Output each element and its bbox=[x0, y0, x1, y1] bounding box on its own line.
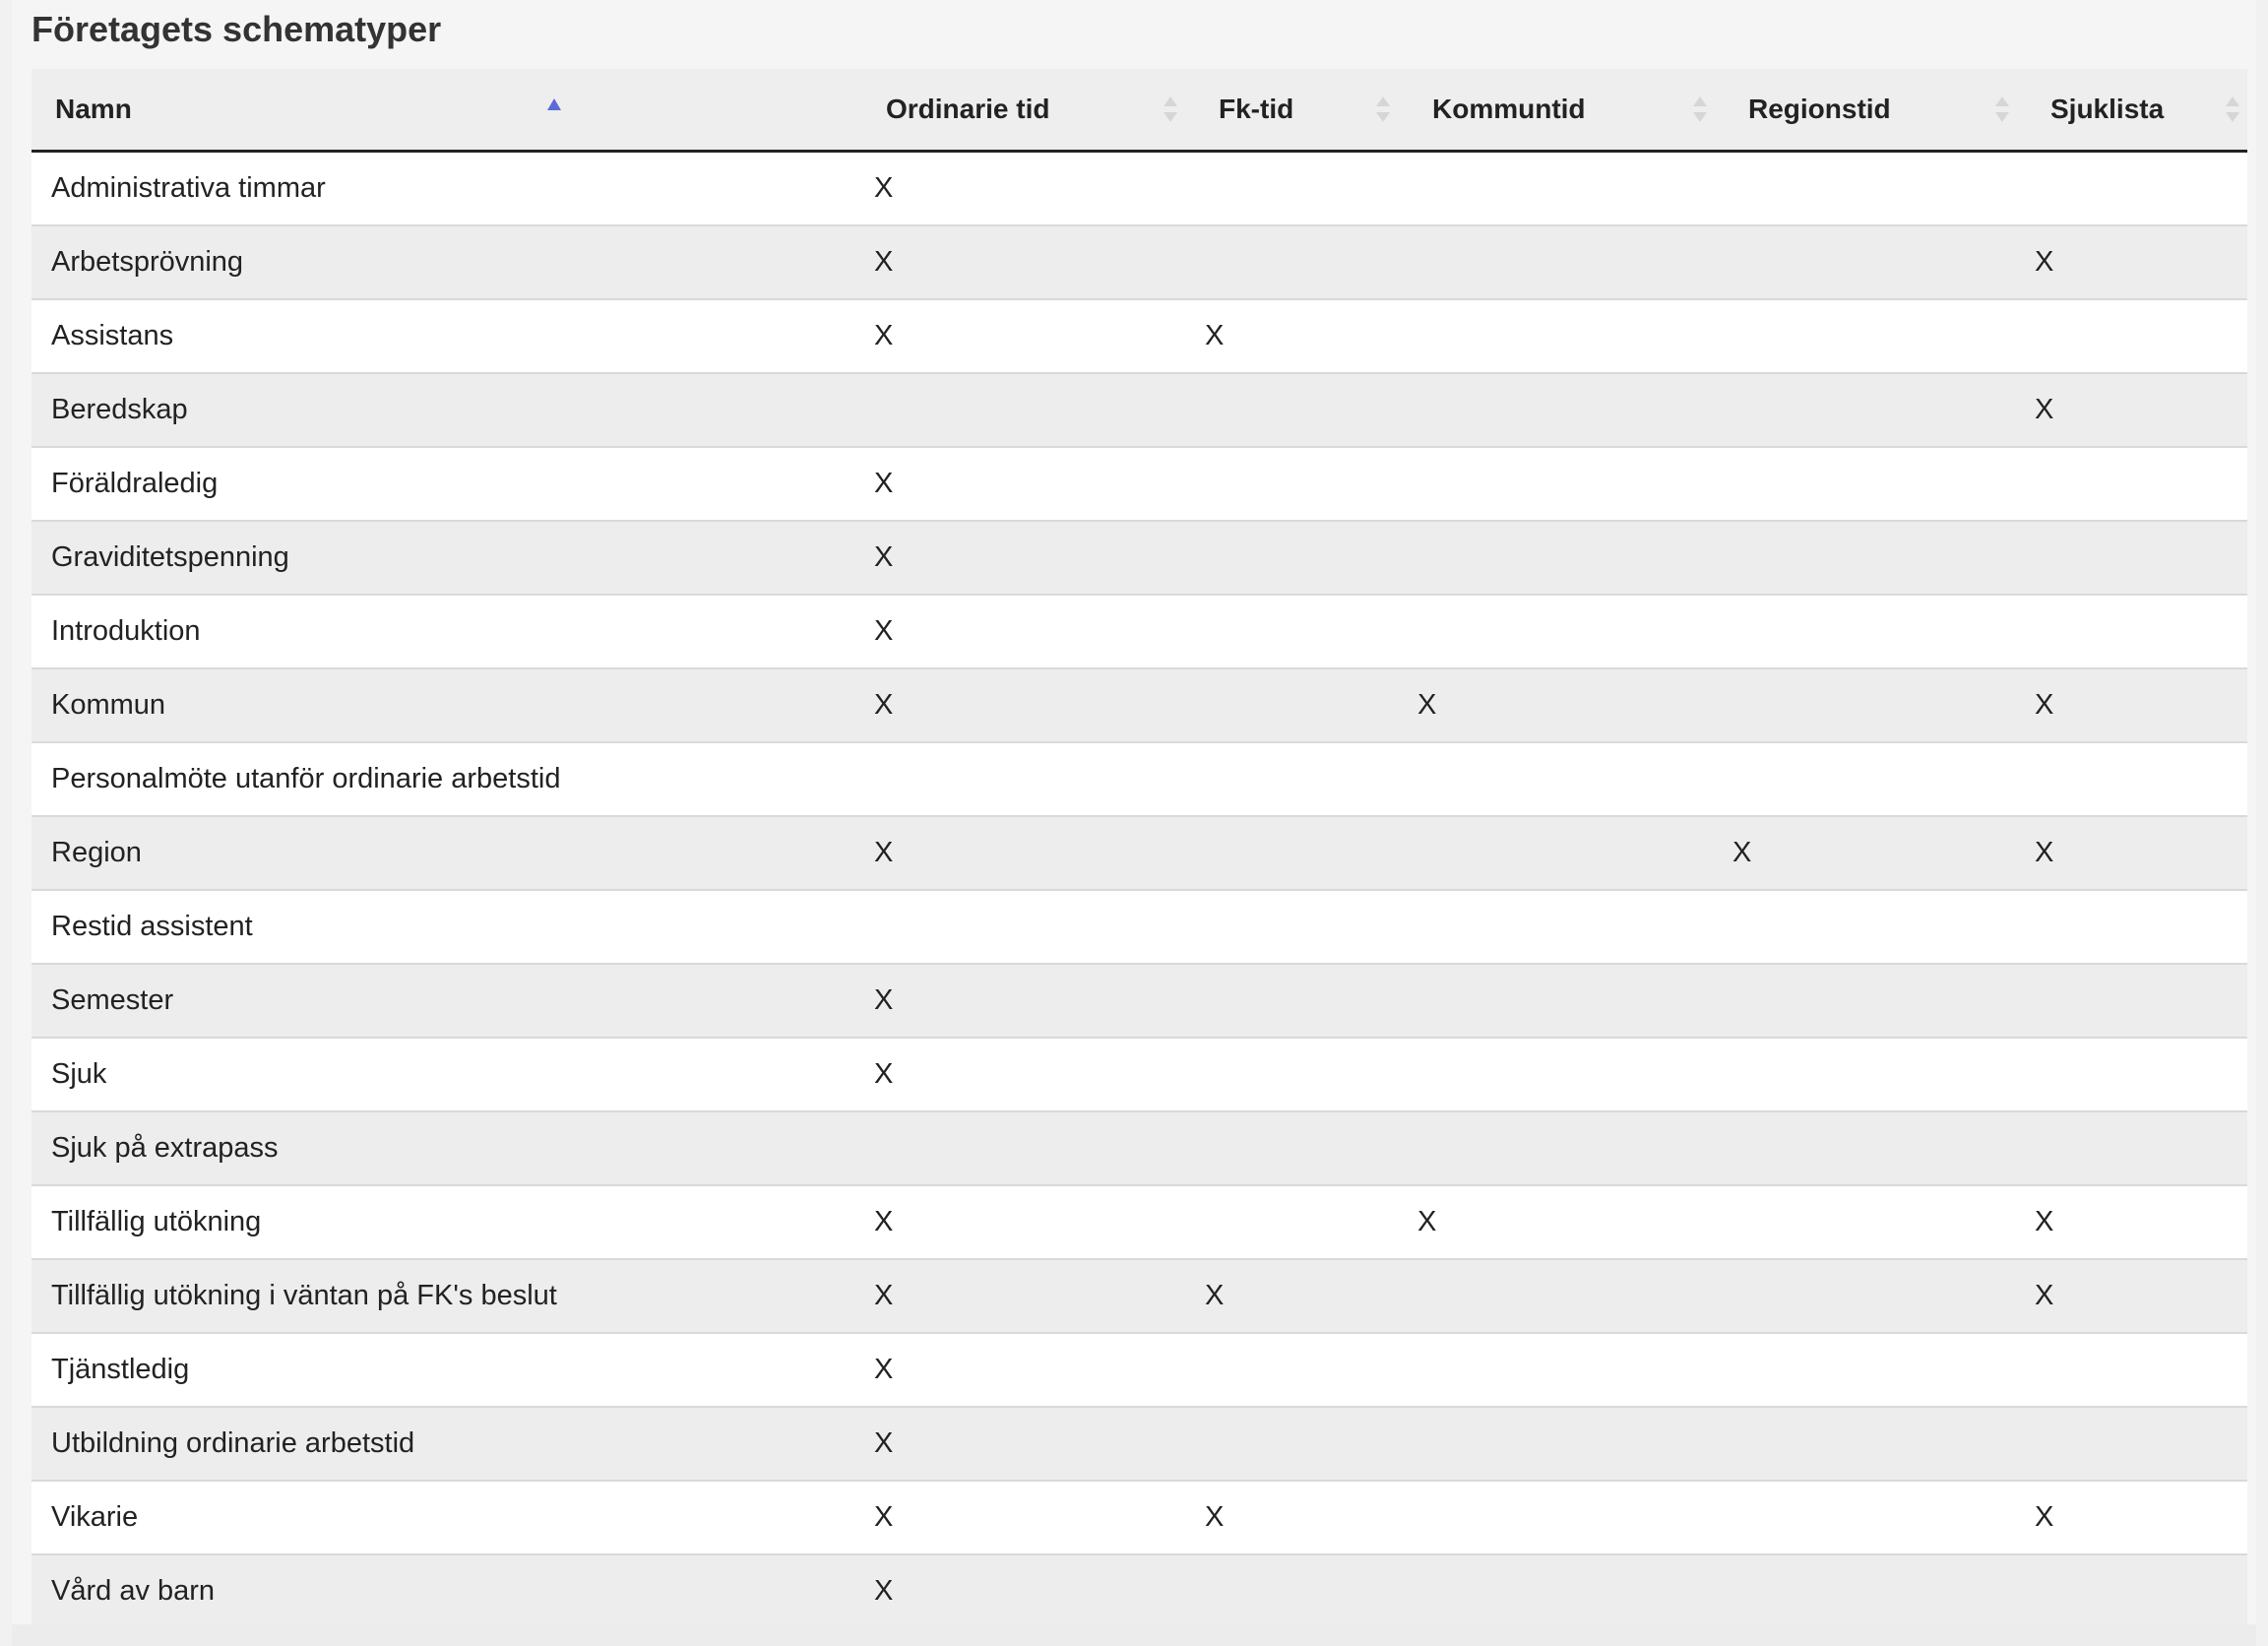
cell-sjuklista bbox=[2025, 299, 2247, 373]
cell-fk: X bbox=[1195, 1259, 1408, 1333]
cell-fk bbox=[1195, 521, 1408, 595]
cell-fk bbox=[1195, 152, 1408, 226]
table-row bbox=[32, 1481, 2247, 1554]
cell-sjuklista: X bbox=[2025, 816, 2247, 890]
cell-ordinarie bbox=[864, 890, 1195, 964]
schematyp-name-cell: Sjuk bbox=[32, 1038, 864, 1111]
column-header-ordinarie-tid[interactable] bbox=[864, 69, 1195, 152]
cell-fk bbox=[1195, 1185, 1408, 1259]
schematyp-name-cell: Tillfällig utökning bbox=[32, 1185, 864, 1259]
cell-ordinarie: X bbox=[864, 964, 1195, 1038]
cell-ordinarie: X bbox=[864, 447, 1195, 521]
cell-sjuklista bbox=[2025, 742, 2247, 816]
cell-region bbox=[1723, 742, 2025, 816]
cell-region bbox=[1723, 225, 2025, 299]
cell-sjuklista: X bbox=[2025, 668, 2247, 742]
cell-sjuklista bbox=[2025, 1407, 2247, 1481]
schematyp-name-cell: Sjuk på extrapass bbox=[32, 1111, 864, 1185]
cell-kommun bbox=[1408, 447, 1723, 521]
cell-kommun bbox=[1408, 1038, 1723, 1111]
cell-sjuklista bbox=[2025, 521, 2247, 595]
column-header-regionstid[interactable] bbox=[1723, 69, 2025, 152]
sort-icon[interactable] bbox=[1995, 95, 2009, 124]
table-row bbox=[32, 1259, 2247, 1333]
cell-region bbox=[1723, 668, 2025, 742]
column-header-label: Kommuntid bbox=[1432, 94, 1586, 124]
cell-fk: X bbox=[1195, 1481, 1408, 1554]
cell-region: X bbox=[1723, 816, 2025, 890]
table-row bbox=[32, 1333, 2247, 1407]
cell-sjuklista bbox=[2025, 447, 2247, 521]
cell-kommun bbox=[1408, 1554, 1723, 1629]
table-row bbox=[32, 1554, 2247, 1629]
cell-region bbox=[1723, 964, 2025, 1038]
column-header-fk-tid[interactable] bbox=[1195, 69, 1408, 152]
cell-kommun bbox=[1408, 1259, 1723, 1333]
cell-region bbox=[1723, 890, 2025, 964]
cell-ordinarie bbox=[864, 1111, 1195, 1185]
cell-sjuklista: X bbox=[2025, 1481, 2247, 1554]
cell-region bbox=[1723, 1407, 2025, 1481]
cell-kommun bbox=[1408, 1111, 1723, 1185]
table-row bbox=[32, 890, 2247, 964]
cell-fk bbox=[1195, 373, 1408, 447]
cell-sjuklista: X bbox=[2025, 225, 2247, 299]
schematyp-name-cell: Semester bbox=[32, 964, 864, 1038]
schematyper-table-container bbox=[32, 69, 2247, 1630]
cell-region bbox=[1723, 299, 2025, 373]
cell-region bbox=[1723, 1259, 2025, 1333]
cell-fk bbox=[1195, 1333, 1408, 1407]
cell-sjuklista: X bbox=[2025, 1185, 2247, 1259]
schematyp-name-cell: Personalmöte utanför ordinarie arbetstid bbox=[32, 742, 864, 816]
cell-ordinarie: X bbox=[864, 1038, 1195, 1111]
cell-fk bbox=[1195, 225, 1408, 299]
table-row bbox=[32, 1407, 2247, 1481]
cell-ordinarie: X bbox=[864, 1407, 1195, 1481]
schematyp-name-cell: Vård av barn bbox=[32, 1554, 864, 1629]
cell-region bbox=[1723, 1038, 2025, 1111]
cell-region bbox=[1723, 595, 2025, 668]
cell-fk bbox=[1195, 1111, 1408, 1185]
table-row bbox=[32, 1185, 2247, 1259]
table-row bbox=[32, 964, 2247, 1038]
table-row bbox=[32, 225, 2247, 299]
table-row bbox=[32, 373, 2247, 447]
cell-region bbox=[1723, 447, 2025, 521]
page bbox=[12, 0, 2256, 1646]
table-row bbox=[32, 742, 2247, 816]
table-row bbox=[32, 152, 2247, 226]
sort-icon[interactable] bbox=[1376, 95, 1390, 124]
table-row bbox=[32, 1111, 2247, 1185]
cell-ordinarie: X bbox=[864, 595, 1195, 668]
schematyp-name-cell: Region bbox=[32, 816, 864, 890]
cell-kommun bbox=[1408, 742, 1723, 816]
schematyp-name-cell: Kommun bbox=[32, 668, 864, 742]
cell-kommun bbox=[1408, 1407, 1723, 1481]
cell-kommun bbox=[1408, 1481, 1723, 1554]
sort-icon[interactable] bbox=[1164, 95, 1177, 124]
cell-ordinarie: X bbox=[864, 299, 1195, 373]
column-header-label: Regionstid bbox=[1748, 94, 1891, 124]
cell-fk bbox=[1195, 1407, 1408, 1481]
table-row bbox=[32, 1038, 2247, 1111]
cell-ordinarie: X bbox=[864, 668, 1195, 742]
table-row bbox=[32, 447, 2247, 521]
cell-sjuklista: X bbox=[2025, 373, 2247, 447]
cell-fk bbox=[1195, 1038, 1408, 1111]
cell-region bbox=[1723, 1554, 2025, 1629]
cell-sjuklista bbox=[2025, 964, 2247, 1038]
cell-ordinarie: X bbox=[864, 225, 1195, 299]
cell-ordinarie: X bbox=[864, 1481, 1195, 1554]
cell-ordinarie bbox=[864, 373, 1195, 447]
table-header-row bbox=[32, 69, 2247, 152]
schematyp-name-cell: Vikarie bbox=[32, 1481, 864, 1554]
cell-fk bbox=[1195, 742, 1408, 816]
cell-region bbox=[1723, 1111, 2025, 1185]
cell-kommun bbox=[1408, 521, 1723, 595]
cell-ordinarie: X bbox=[864, 152, 1195, 226]
schematyp-name-cell: Arbetsprövning bbox=[32, 225, 864, 299]
cell-region bbox=[1723, 152, 2025, 226]
cell-ordinarie: X bbox=[864, 1554, 1195, 1629]
schematyp-name-cell: Graviditetspenning bbox=[32, 521, 864, 595]
cell-kommun bbox=[1408, 964, 1723, 1038]
table-row bbox=[32, 668, 2247, 742]
cell-region bbox=[1723, 521, 2025, 595]
cell-kommun: X bbox=[1408, 1185, 1723, 1259]
cell-fk bbox=[1195, 595, 1408, 668]
column-header-kommuntid[interactable] bbox=[1408, 69, 1723, 152]
sort-icon[interactable] bbox=[2226, 95, 2239, 124]
schematyp-name-cell: Administrativa timmar bbox=[32, 152, 864, 226]
column-header-namn[interactable] bbox=[32, 69, 864, 152]
cell-fk bbox=[1195, 816, 1408, 890]
cell-sjuklista bbox=[2025, 1111, 2247, 1185]
cell-kommun bbox=[1408, 152, 1723, 226]
column-header-label: Fk-tid bbox=[1219, 94, 1294, 124]
schematyp-name-cell: Tillfällig utökning i väntan på FK's beslut bbox=[32, 1259, 864, 1333]
cell-kommun bbox=[1408, 595, 1723, 668]
table-body bbox=[32, 152, 2247, 1629]
cell-ordinarie: X bbox=[864, 1333, 1195, 1407]
schematyp-name-cell: Utbildning ordinarie arbetstid bbox=[32, 1407, 864, 1481]
cell-kommun bbox=[1408, 299, 1723, 373]
cell-fk: X bbox=[1195, 299, 1408, 373]
cell-sjuklista bbox=[2025, 890, 2247, 964]
column-header-label: Namn bbox=[55, 94, 132, 124]
schematyp-name-cell: Tjänstledig bbox=[32, 1333, 864, 1407]
sort-icon[interactable] bbox=[1693, 95, 1707, 124]
cell-sjuklista bbox=[2025, 1333, 2247, 1407]
cell-ordinarie: X bbox=[864, 1259, 1195, 1333]
cell-kommun bbox=[1408, 225, 1723, 299]
schematyp-name-cell: Introduktion bbox=[32, 595, 864, 668]
table-row bbox=[32, 521, 2247, 595]
schematyp-name-cell: Restid assistent bbox=[32, 890, 864, 964]
schematyper-table bbox=[32, 69, 2247, 1630]
column-header-label: Sjuklista bbox=[2050, 94, 2165, 124]
cell-fk bbox=[1195, 964, 1408, 1038]
cell-kommun bbox=[1408, 890, 1723, 964]
schematyp-name-cell: Föräldraledig bbox=[32, 447, 864, 521]
schematyp-name-cell: Beredskap bbox=[32, 373, 864, 447]
column-header-sjuklista[interactable] bbox=[2025, 69, 2247, 152]
cell-ordinarie: X bbox=[864, 1185, 1195, 1259]
page-footer-strip bbox=[12, 1624, 2256, 1646]
section-title: Företagets schematyper bbox=[32, 9, 442, 49]
cell-sjuklista bbox=[2025, 152, 2247, 226]
table-row bbox=[32, 595, 2247, 668]
cell-sjuklista bbox=[2025, 1554, 2247, 1629]
column-header-label: Ordinarie tid bbox=[886, 94, 1050, 124]
cell-fk bbox=[1195, 668, 1408, 742]
table-row bbox=[32, 816, 2247, 890]
cell-kommun bbox=[1408, 1333, 1723, 1407]
sort-ascending-icon[interactable] bbox=[547, 95, 561, 124]
table-row bbox=[32, 299, 2247, 373]
cell-fk bbox=[1195, 890, 1408, 964]
cell-sjuklista: X bbox=[2025, 1259, 2247, 1333]
cell-fk bbox=[1195, 447, 1408, 521]
schematyp-name-cell: Assistans bbox=[32, 299, 864, 373]
cell-region bbox=[1723, 1185, 2025, 1259]
cell-kommun bbox=[1408, 816, 1723, 890]
cell-kommun bbox=[1408, 373, 1723, 447]
cell-region bbox=[1723, 1481, 2025, 1554]
cell-region bbox=[1723, 373, 2025, 447]
cell-ordinarie: X bbox=[864, 816, 1195, 890]
cell-kommun: X bbox=[1408, 668, 1723, 742]
cell-ordinarie: X bbox=[864, 521, 1195, 595]
cell-sjuklista bbox=[2025, 1038, 2247, 1111]
cell-sjuklista bbox=[2025, 595, 2247, 668]
cell-fk bbox=[1195, 1554, 1408, 1629]
cell-region bbox=[1723, 1333, 2025, 1407]
cell-ordinarie bbox=[864, 742, 1195, 816]
